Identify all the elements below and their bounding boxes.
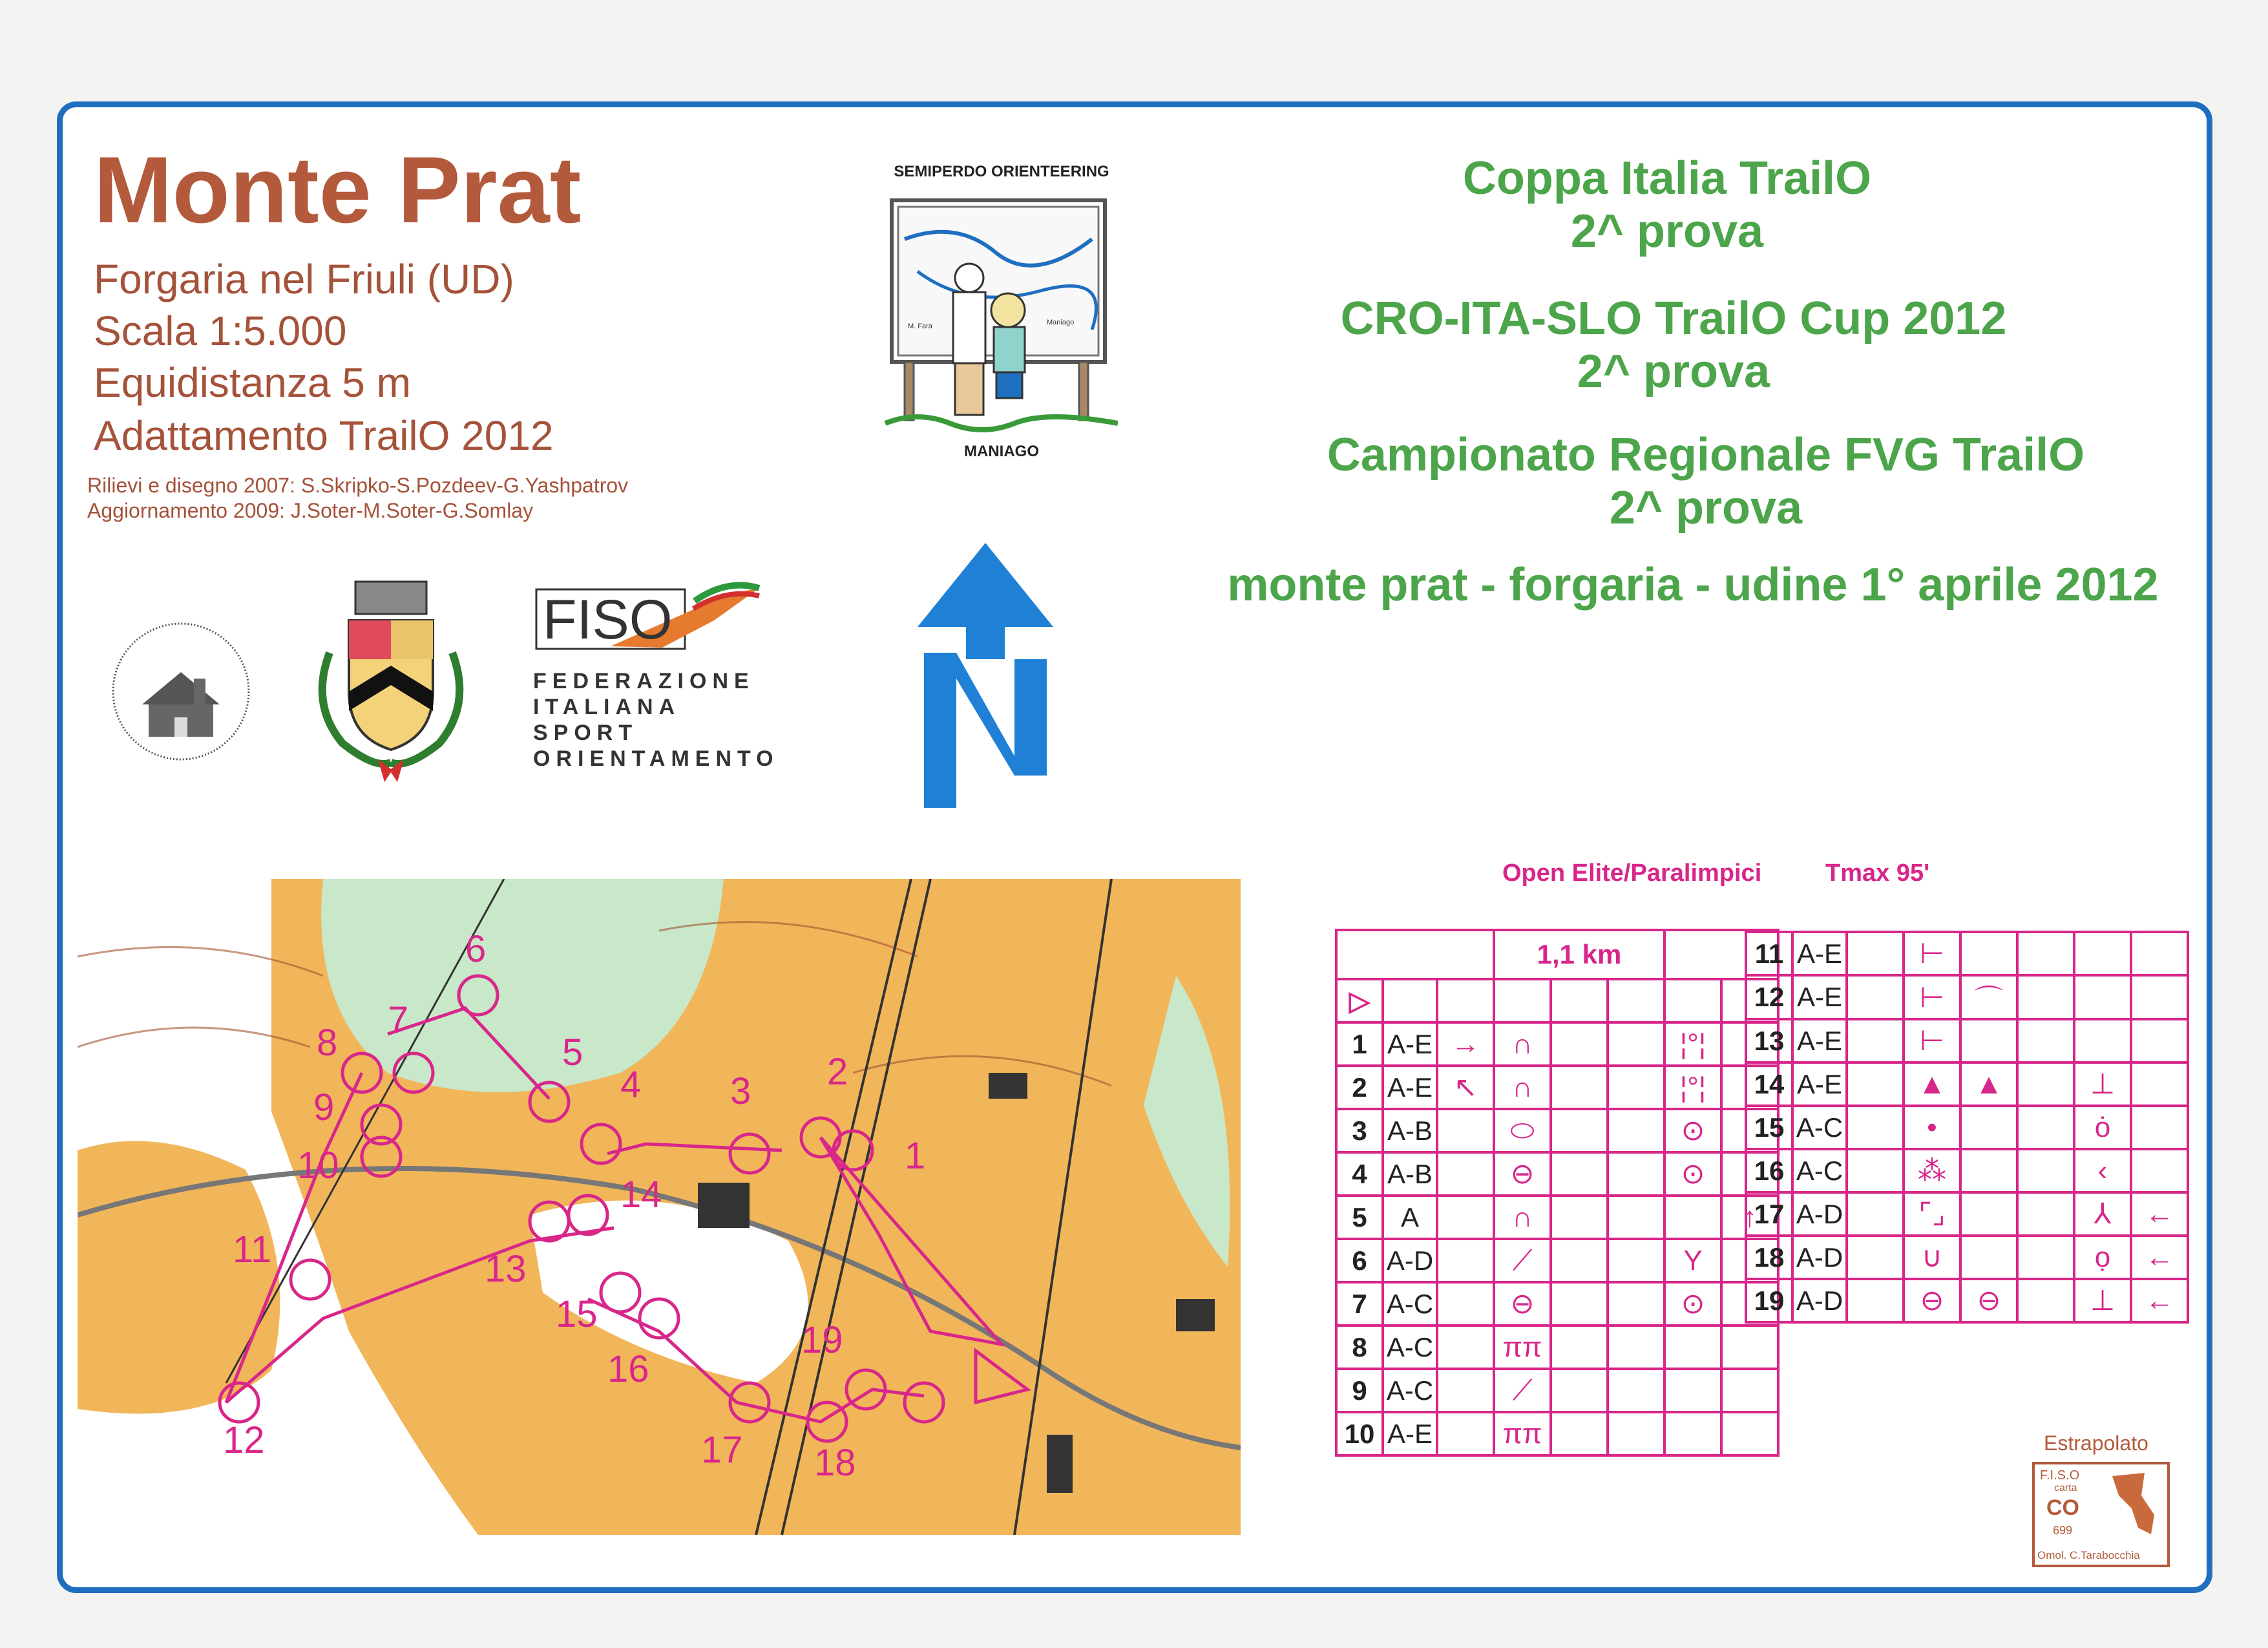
survey-credit: Rilievi e disegno 2007: S.Skripko-S.Pozdeev-G.Yashpatrov	[87, 474, 629, 497]
cd-symbol: ¦°¦	[1664, 1022, 1721, 1066]
cd-symbol	[1960, 1019, 2017, 1062]
event-2-title: CRO-ITA-SLO TrailO Cup 2012	[1340, 293, 2007, 344]
cd-row	[1336, 1196, 1778, 1239]
cd-symbol: ▲	[1960, 1062, 2017, 1106]
cd-symbol	[1847, 932, 1904, 975]
cd-symbol	[2017, 1062, 2074, 1106]
cd-symbol: ⊥	[2074, 1279, 2131, 1322]
cd-row	[1336, 1239, 1778, 1282]
cd-answer-code: A-C	[1792, 1106, 1847, 1149]
map-control-label-14: 14	[620, 1174, 662, 1216]
cd-answer-code: A-E	[1792, 975, 1847, 1019]
club-logo-bottom-text: MANIAGO	[964, 443, 1039, 460]
cd-symbol	[1551, 1369, 1608, 1412]
cd-symbol: •	[1904, 1106, 1960, 1149]
map-control-label-16: 16	[607, 1348, 649, 1390]
cd-symbol	[1608, 1196, 1664, 1239]
map-control-label-13: 13	[485, 1248, 527, 1290]
map-control-label-10: 10	[297, 1145, 339, 1187]
cd-symbol	[1551, 1196, 1608, 1239]
map-control-label-11: 11	[233, 1229, 272, 1271]
stamp-number: 699	[2053, 1524, 2073, 1537]
cd-symbol	[1664, 1412, 1721, 1455]
cd-symbol: ∩	[1494, 1022, 1551, 1066]
cd-number: 10	[1336, 1412, 1383, 1455]
extrapolated-note: Estrapolato	[2044, 1431, 2148, 1455]
cd-symbol: ⊢	[1904, 1019, 1960, 1062]
cd-answer-code: A-E	[1383, 1066, 1437, 1109]
map-control-label-2: 2	[827, 1051, 848, 1093]
cd-symbol: ⌜⌟	[1904, 1192, 1960, 1236]
stamp-co: CO	[2046, 1495, 2079, 1520]
adaptation-line: Adattamento TrailO 2012	[94, 412, 554, 459]
map-control-label-9: 9	[313, 1086, 335, 1128]
cd-symbol	[1551, 1239, 1608, 1282]
cd-symbol	[1608, 1066, 1664, 1109]
cd-row	[1746, 975, 2188, 1019]
map-control-label-19: 19	[801, 1319, 843, 1361]
course-length: 1,1 km	[1494, 930, 1664, 979]
cd-answer-code: A-D	[1792, 1192, 1847, 1236]
cd-symbol	[2074, 932, 2131, 975]
cd-symbol: ππ	[1494, 1412, 1551, 1455]
cd-symbol	[1721, 1326, 1778, 1369]
fiso-flag-mark	[533, 575, 766, 653]
cd-symbol: ⬭	[1494, 1109, 1551, 1152]
course-time-limit: Tmax 95'	[1825, 860, 1930, 887]
course-category: Open Elite/Paralimpici	[1502, 860, 1762, 887]
cd-row	[1336, 1369, 1778, 1412]
cd-number: 9	[1336, 1369, 1383, 1412]
cd-symbol	[1847, 1062, 1904, 1106]
club-logo-top-text: SEMIPERDO ORIENTEERING	[894, 163, 1109, 180]
cd-symbol	[1608, 1109, 1664, 1152]
cd-number: 4	[1336, 1152, 1383, 1196]
cd-row	[1746, 1279, 2188, 1322]
cd-row	[1746, 1019, 2188, 1062]
cd-symbol	[1437, 1109, 1494, 1152]
stamp-org: F.I.S.O	[2040, 1468, 2080, 1483]
cd-symbol: ←	[2131, 1192, 2188, 1236]
cd-symbol	[1551, 1282, 1608, 1326]
fiso-mark-text: FISO	[543, 589, 673, 651]
event-date-location: monte prat - forgaria - udine 1° aprile 2012	[1227, 559, 2159, 611]
cd-number: 8	[1336, 1326, 1383, 1369]
cd-symbol: ←	[2131, 1279, 2188, 1322]
north-arrow-icon	[918, 543, 1053, 808]
cd-symbol	[1437, 1369, 1494, 1412]
cd-symbol	[1960, 1149, 2017, 1192]
map-control-label-3: 3	[730, 1070, 751, 1112]
cd-answer-code: A-E	[1383, 1022, 1437, 1066]
cd-answer-code: A-C	[1792, 1149, 1847, 1192]
stamp-carta: carta	[2054, 1483, 2077, 1494]
cd-symbol: ▲	[1904, 1062, 1960, 1106]
cd-symbol: ⊢	[1904, 932, 1960, 975]
cd-symbol: ⟋	[1494, 1369, 1551, 1412]
cd-number: 1	[1336, 1022, 1383, 1066]
cd-answer-code: A-E	[1383, 1412, 1437, 1455]
cd-symbol: ⊙	[1664, 1152, 1721, 1196]
event-1-title: Coppa Italia TrailO	[1462, 153, 1872, 204]
sign-label-1: M. Fara	[908, 322, 932, 330]
fiso-line-4: ORIENTAMENTO	[533, 746, 779, 771]
cd-symbol	[1608, 1022, 1664, 1066]
map-control-label-1: 1	[905, 1135, 926, 1177]
cd-symbol	[1551, 1109, 1608, 1152]
map-control-label-15: 15	[556, 1293, 598, 1335]
cd-row	[1336, 1326, 1778, 1369]
cd-symbol	[1437, 1239, 1494, 1282]
cd-symbol	[1608, 1326, 1664, 1369]
cd-answer-code: A	[1383, 1196, 1437, 1239]
cd-symbol: ⊢	[1904, 975, 1960, 1019]
cd-number: 19	[1746, 1279, 1792, 1322]
map-control-label-18: 18	[814, 1442, 856, 1484]
start-triangle-icon: ▷	[1336, 979, 1383, 1022]
cd-length-row	[1336, 930, 1778, 979]
cd-symbol	[2017, 1279, 2074, 1322]
cd-number: 5	[1336, 1196, 1383, 1239]
cd-symbol	[2131, 932, 2188, 975]
event-1	[1344, 152, 1990, 258]
cd-symbol: ‹	[2074, 1149, 2131, 1192]
control-descriptions-right	[1745, 931, 2189, 1324]
cd-symbol: ọ	[2074, 1236, 2131, 1279]
cd-symbol: ⊖	[1904, 1279, 1960, 1322]
cd-number: 18	[1746, 1236, 1792, 1279]
cd-row	[1746, 1106, 2188, 1149]
cd-symbol	[2017, 1192, 2074, 1236]
club-logo-illustration	[879, 181, 1124, 433]
cd-symbol: ⁂	[1904, 1149, 1960, 1192]
cd-symbol: ππ	[1494, 1326, 1551, 1369]
cd-row	[1336, 1282, 1778, 1326]
club-logo	[879, 163, 1124, 480]
cd-symbol	[1437, 1412, 1494, 1455]
event-1-sub: 2^ prova	[1570, 206, 1764, 257]
cd-symbol: ¦°¦	[1664, 1066, 1721, 1109]
cd-symbol: ⌒	[1960, 975, 2017, 1019]
location-line: Forgaria nel Friuli (UD)	[94, 256, 514, 302]
cd-symbol: ∩	[1494, 1196, 1551, 1239]
cd-symbol	[1608, 1412, 1664, 1455]
cd-symbol	[1847, 1279, 1904, 1322]
cd-number: 2	[1336, 1066, 1383, 1109]
cd-symbol: ↖	[1437, 1066, 1494, 1109]
cd-symbol: ∩	[1494, 1066, 1551, 1109]
cd-symbol	[1608, 1239, 1664, 1282]
cd-answer-code: A-E	[1792, 932, 1847, 975]
cd-row	[1746, 1149, 2188, 1192]
cd-symbol	[1721, 1369, 1778, 1412]
map-control-label-5: 5	[562, 1031, 583, 1073]
cd-symbol	[1960, 932, 2017, 975]
cd-number: 13	[1746, 1019, 1792, 1062]
fiso-line-3: SPORT	[533, 721, 638, 745]
cd-symbol	[2074, 1019, 2131, 1062]
stamp-omologation: Omol. C.Tarabocchia	[2037, 1549, 2140, 1561]
cd-symbol	[1551, 1412, 1608, 1455]
cd-number: 7	[1336, 1282, 1383, 1326]
cd-symbol	[1437, 1326, 1494, 1369]
cd-symbol: ⊖	[1494, 1152, 1551, 1196]
cd-symbol	[2017, 1149, 2074, 1192]
cd-answer-code: A-E	[1792, 1019, 1847, 1062]
update-credit: Aggiornamento 2009: J.Soter-M.Soter-G.Somlay	[87, 499, 534, 522]
fiso-approval-stamp	[2032, 1462, 2170, 1567]
cd-symbol	[1960, 1192, 2017, 1236]
cd-symbol	[2131, 975, 2188, 1019]
map-control-label-6: 6	[465, 928, 487, 970]
cd-symbol	[1960, 1236, 2017, 1279]
event-2-sub: 2^ prova	[1577, 346, 1770, 397]
cd-row	[1746, 932, 2188, 975]
comune-crest	[304, 575, 478, 782]
cd-symbol	[1847, 1106, 1904, 1149]
cd-symbol	[1437, 1152, 1494, 1196]
cd-symbol: ∪	[1904, 1236, 1960, 1279]
cd-symbol	[2131, 1062, 2188, 1106]
cd-symbol	[1847, 975, 1904, 1019]
cd-number: 11	[1746, 932, 1792, 975]
cd-symbol	[2074, 975, 2131, 1019]
cd-row	[1336, 1066, 1778, 1109]
cd-symbol: Y	[1664, 1239, 1721, 1282]
cd-answer-code: A-D	[1792, 1279, 1847, 1322]
cd-symbol	[2131, 1149, 2188, 1192]
cd-symbol	[2017, 932, 2074, 975]
cd-symbol: ⊖	[1960, 1279, 2017, 1322]
contour-line: Equidistanza 5 m	[94, 359, 411, 406]
cd-number: 12	[1746, 975, 1792, 1019]
cd-symbol: ȯ	[2074, 1106, 2131, 1149]
cd-symbol: ⟋	[1494, 1239, 1551, 1282]
cd-answer-code: A-C	[1383, 1369, 1437, 1412]
cd-symbol	[1551, 1326, 1608, 1369]
cd-number: 6	[1336, 1239, 1383, 1282]
cd-number: 3	[1336, 1109, 1383, 1152]
cd-symbol	[1608, 1152, 1664, 1196]
cd-symbol: ⊙	[1664, 1109, 1721, 1152]
cd-symbol	[1551, 1022, 1608, 1066]
cd-symbol	[2017, 1236, 2074, 1279]
map-control-label-7: 7	[388, 999, 409, 1041]
cd-symbol: ←	[2131, 1236, 2188, 1279]
map-control-label-8: 8	[317, 1022, 338, 1064]
cd-symbol	[1608, 1282, 1664, 1326]
event-2	[1266, 292, 2081, 398]
cd-symbol: →	[1437, 1022, 1494, 1066]
cd-row	[1746, 1192, 2188, 1236]
cd-symbol	[1847, 1019, 1904, 1062]
cd-symbol	[1721, 1412, 1778, 1455]
scale-line: Scala 1:5.000	[94, 308, 347, 354]
map-title: Monte Prat	[94, 137, 582, 242]
cd-symbol	[1847, 1236, 1904, 1279]
cd-row	[1746, 1236, 2188, 1279]
cd-row	[1336, 1412, 1778, 1455]
cd-symbol	[1664, 1326, 1721, 1369]
cd-row	[1336, 1109, 1778, 1152]
cd-symbol: ↑	[1721, 1196, 1778, 1239]
italy-map-icon	[2106, 1470, 2161, 1544]
cd-answer-code: A-D	[1383, 1239, 1437, 1282]
fiso-line-2: ITALIANA	[533, 695, 681, 719]
cd-symbol	[1960, 1106, 2017, 1149]
belvedere-seal	[97, 620, 265, 763]
cd-symbol	[1551, 1152, 1608, 1196]
event-3-sub: 2^ prova	[1609, 482, 1803, 534]
cd-row	[1746, 1062, 2188, 1106]
cd-answer-code: A-E	[1792, 1062, 1847, 1106]
cd-answer-code: A-C	[1383, 1282, 1437, 1326]
cd-number: 14	[1746, 1062, 1792, 1106]
cd-answer-code: A-D	[1792, 1236, 1847, 1279]
cd-symbol	[2131, 1019, 2188, 1062]
cd-answer-code: A-B	[1383, 1109, 1437, 1152]
cd-symbol	[1847, 1192, 1904, 1236]
map-control-label-12: 12	[223, 1419, 265, 1461]
cd-symbol	[1664, 1196, 1721, 1239]
map-control-label-4: 4	[620, 1064, 642, 1106]
cd-symbol	[1551, 1066, 1608, 1109]
cd-symbol	[1847, 1149, 1904, 1192]
orienteering-map	[78, 879, 1241, 1535]
control-descriptions-left	[1335, 929, 1780, 1457]
cd-symbol	[2017, 1106, 2074, 1149]
cd-row	[1336, 1152, 1778, 1196]
cd-number: 17	[1746, 1192, 1792, 1236]
cd-number: 15	[1746, 1106, 1792, 1149]
cd-answer-code: A-C	[1383, 1326, 1437, 1369]
event-3	[1266, 428, 2145, 534]
event-3-title: Campionato Regionale FVG TrailO	[1327, 429, 2085, 481]
cd-symbol: ⊥	[2074, 1062, 2131, 1106]
cd-symbol	[1608, 1369, 1664, 1412]
map-control-label-17: 17	[701, 1429, 743, 1471]
crest-icon	[304, 575, 478, 782]
sign-label-2: Maniago	[1047, 319, 1075, 326]
cd-row	[1336, 1022, 1778, 1066]
cd-symbol	[1664, 1369, 1721, 1412]
cd-symbol	[2017, 975, 2074, 1019]
cd-symbol	[1437, 1196, 1494, 1239]
belvedere-association-logo	[97, 620, 265, 763]
cd-number: 16	[1746, 1149, 1792, 1192]
cd-symbol	[2131, 1106, 2188, 1149]
cd-symbol: ⊖	[1494, 1282, 1551, 1326]
fiso-line-1: FEDERAZIONE	[533, 669, 755, 693]
cd-symbol	[2017, 1019, 2074, 1062]
cd-symbol	[1437, 1282, 1494, 1326]
cd-symbol: ⅄	[2074, 1192, 2131, 1236]
cd-start-row	[1336, 979, 1778, 1022]
cd-symbol: ⊙	[1664, 1282, 1721, 1326]
cd-answer-code: A-B	[1383, 1152, 1437, 1196]
